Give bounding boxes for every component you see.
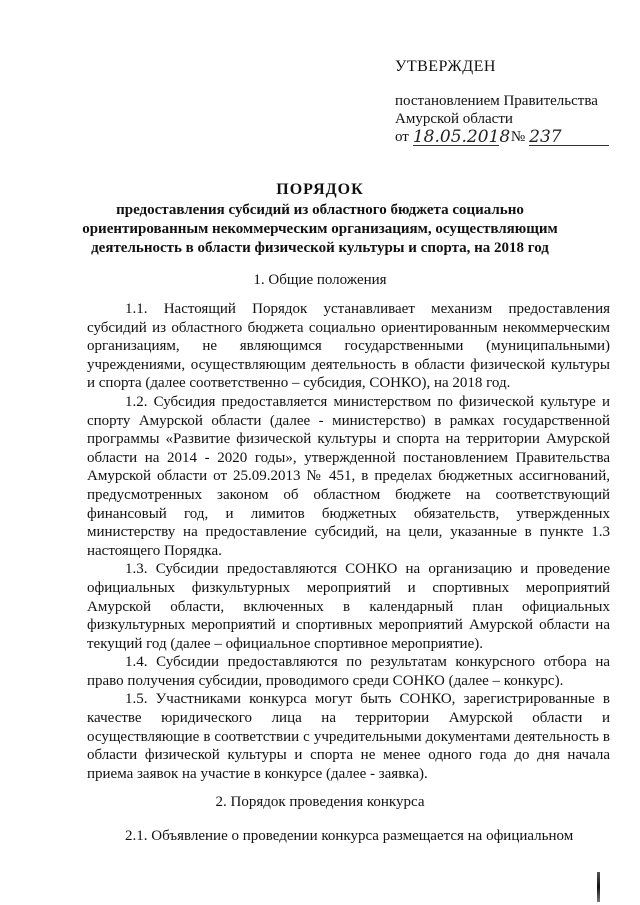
subtitle-line-3: деятельность в области физической культуры и спорта, на 2018 год xyxy=(91,240,549,256)
paragraph-1-1: 1.1. Настоящий Порядок устанавливает механизм предоставления субсидий из областного бюджета социально ориентированным некоммерческим организациям, не являющимся государственными (муниципальными) учреждениями, осуществляющим деятельность в области физической культуры и спорта (далее соответственно – субсидия, СОНКО), на 2018 год. xyxy=(87,301,610,392)
paragraph-2-1: 2.1. Объявление о проведении конкурса размещается на официальном xyxy=(125,828,574,844)
document-title: ПОРЯДОК xyxy=(276,181,364,198)
decree-reference xyxy=(395,92,609,146)
handwritten-number: 237 xyxy=(529,129,609,146)
section-2-body xyxy=(87,827,610,846)
section-1-heading: 1. Общие положения xyxy=(253,272,387,288)
from-prefix: от xyxy=(395,129,409,145)
document-subtitle xyxy=(0,201,640,258)
number-prefix: № xyxy=(510,129,526,145)
paragraph-1-2: 1.2. Субсидия предоставляется министерством по физической культуре и спорту Амурской области (далее - министерство) в рамках государственной программы «Развитие физической культуры и спорта на территории Амурской области на 2014 - 2020 годы», утвержденной постановлением Правительства Амурской области от 25.09.2013 № 451, в пределах бюджетных ассигнований, предусмотренных законом об областном бюджете на соответствующий финансовый год, и лимитов бюджетных обязательств, утвержденных министерству на предоставление субсидий, на цели, указанные в пункте 1.3 настоящего Порядка. xyxy=(87,393,610,559)
section-2-heading: 2. Порядок проведения конкурса xyxy=(215,794,425,810)
paragraph-1-4: 1.4. Субсидии предоставляются по результатам конкурсного отбора на право получения субсидии, проводимого среди СОНКО (далее – конкурс). xyxy=(87,654,610,689)
approval-stamp-title: УТВЕРЖДЕН xyxy=(395,58,496,75)
handwritten-date: 18.05.2018 xyxy=(412,127,511,147)
paragraph-1-3: 1.3. Субсидии предоставляются СОНКО на организацию и проведение официальных физкультурных мероприятий и спортивных мероприятий Амурской области, включенных в календарный план официальных физкультурных мероприятий и спортивных мероприятий Амурской области на текущий год (далее – официальное спортивное мероприятие). xyxy=(87,561,610,652)
decree-line-1: постановлением Правительства xyxy=(395,93,598,109)
decree-line-2: Амурской области xyxy=(395,111,513,127)
subtitle-line-2: ориентированным некоммерческим организациям, осуществляющим xyxy=(82,221,558,237)
decree-date-number xyxy=(395,128,609,146)
section-1-body xyxy=(87,300,610,783)
paragraph-1-5: 1.5. Участниками конкурса могут быть СОНКО, зарегистрированные в качестве юридического лица на территории Амурской области и осуществляющие в соответствии с учредительными документами деятельность в области физической культуры и спорта не менее одного года до дня начала приема заявок на участие в конкурсе (далее - заявка). xyxy=(87,691,610,782)
scan-edge-mark xyxy=(597,872,600,902)
subtitle-line-1: предоставления субсидий из областного бюджета социально xyxy=(116,202,524,218)
